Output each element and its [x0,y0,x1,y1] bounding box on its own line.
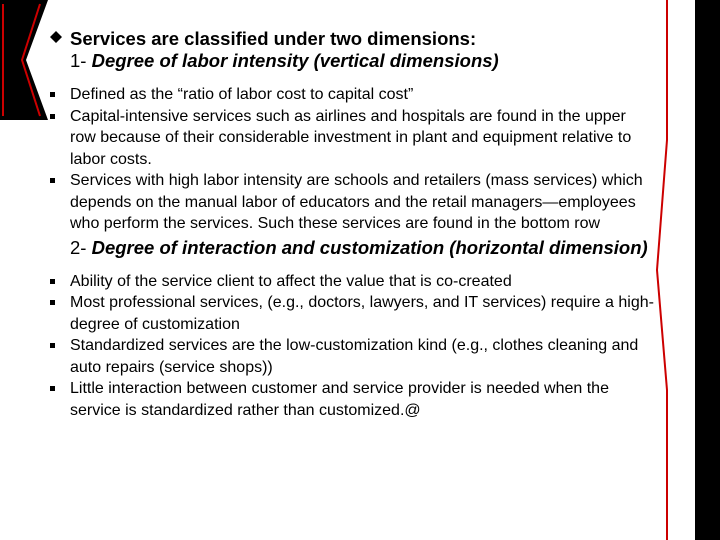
dimension2-label: Degree of interaction and customization (horizontal dimension) [91,236,648,258]
list-item [50,271,655,293]
diamond-bullet-icon [50,31,62,43]
list-item [50,84,655,106]
left-k-decoration [0,0,48,120]
list-item-text: Little interaction between customer and service provider is needed when the service is standardized rather than customized.@ [70,380,609,419]
dimension2-heading [50,237,655,259]
list-item-text: Services with high labor intensity are schools and retailers (mass services) which depends on the manual labor of educators and the retail managers—employees who perform the services. Such these services are found in the bottom row [70,172,643,232]
main-heading: Services are classified under two dimensions: [70,28,477,49]
main-heading-item [50,28,655,72]
square-bullet-icon [50,300,55,305]
list-item-text: Capital-intensive services such as airlines and hospitals are found in the upper row because of their considerable investment in plant and equipment relative to labor costs. [70,107,632,168]
slide-content [50,28,655,421]
dimension1-number: 1- [70,50,87,71]
list-item-text: Ability of the service client to affect the value that is co-created [70,272,512,290]
list-item-text: Defined as the “ratio of labor cost to capital cost” [70,86,414,103]
square-bullet-icon [50,386,55,391]
square-bullet-icon [50,114,55,119]
list-item [50,106,655,171]
list-item [50,292,655,335]
list-item-text: Most professional services, (e.g., doctors, lawyers, and IT services) require a high-degree of customization [70,294,654,333]
list-item [50,378,655,421]
list-item [50,170,655,235]
square-bullet-icon [50,279,55,284]
list-item [50,335,655,378]
square-bullet-icon [50,178,55,183]
dimension1-label: Degree of labor intensity (vertical dimensions) [91,50,499,71]
list-item-text: Standardized services are the low-customization kind (e.g., clothes cleaning and auto repairs (service shops)) [70,337,639,376]
square-bullet-icon [50,92,55,97]
dimension2-number: 2- [70,236,87,258]
right-zigzag-decoration [655,0,695,540]
dimension1-heading [70,50,655,72]
square-bullet-icon [50,343,55,348]
